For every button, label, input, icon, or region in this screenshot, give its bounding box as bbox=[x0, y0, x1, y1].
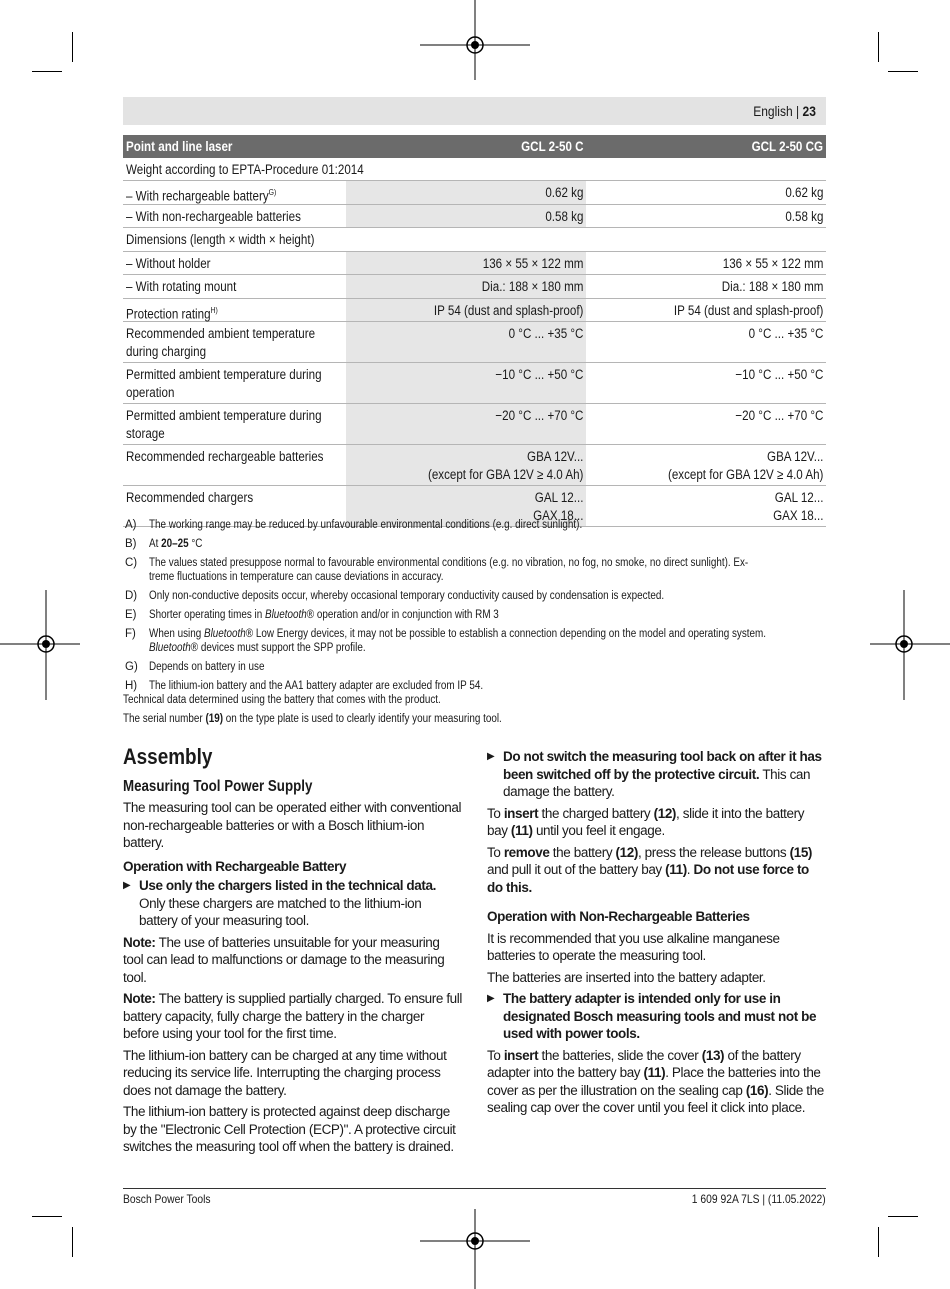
footnote-text: Only non-conductive deposits occur, whereby occasional temporary conductivity caused by condensation is expected. bbox=[149, 590, 665, 602]
table-cell-value-1 bbox=[346, 322, 586, 362]
cell-value-line2: GAX 18... bbox=[773, 508, 824, 523]
cell-value: −20 °C ... +70 °C bbox=[495, 408, 584, 423]
cell-value: GAL 12... bbox=[534, 490, 584, 505]
cell-value-line2: GAX 18... bbox=[533, 508, 584, 523]
technical-data-note bbox=[123, 693, 826, 707]
triangle-bullet-icon: ▶ bbox=[487, 993, 495, 1004]
footnote-text: The working range may be reduced by unfavourable environmental conditions (e.g. direct sunlight). bbox=[149, 519, 583, 531]
text: , slide it into the battery bay bbox=[487, 805, 805, 838]
paragraph-adapter: The batteries are inserted into the battery adapter. bbox=[487, 969, 766, 985]
text: To bbox=[487, 805, 504, 821]
row-label: Protection rating bbox=[126, 306, 211, 322]
footnote-text: The lithium-ion battery and the AA1 battery adapter are excluded from IP 54. bbox=[149, 680, 484, 692]
table-cell-label bbox=[126, 302, 218, 324]
registration-mark-left-icon bbox=[0, 590, 80, 700]
note-text: The use of batteries unsuitable for your measuring tool can lead to malfunctions or damage to the measuring tool. bbox=[123, 934, 445, 985]
registration-mark-bottom-icon bbox=[420, 1209, 530, 1289]
text: . bbox=[686, 862, 694, 877]
reference-number: (11) bbox=[510, 823, 533, 838]
table-row bbox=[123, 363, 826, 404]
row-label: Permitted ambient temperature during bbox=[126, 367, 322, 382]
table-cell-value-2 bbox=[586, 181, 826, 204]
row-label: Recommended ambient temperature bbox=[126, 326, 316, 341]
text: until you feel it engage. bbox=[532, 823, 665, 838]
table-cell-label bbox=[126, 407, 322, 443]
table-row bbox=[123, 404, 826, 445]
table-row bbox=[123, 445, 826, 486]
footnote-italic: Bluetooth bbox=[149, 642, 191, 654]
paragraph-protection: The lithium-ion battery is protected against deep discharge by the "Electronic Cell Protection (ECP)". A protective circuit switches the measuring tool off when the battery is drained. bbox=[123, 1104, 456, 1154]
row-label: Recommended rechargeable batteries bbox=[126, 449, 324, 464]
registration-mark-right-icon bbox=[870, 590, 950, 700]
table-header-col1: GCL 2-50 C bbox=[521, 139, 584, 154]
footnote-text: At bbox=[149, 538, 162, 550]
row-label-line2: operation bbox=[126, 385, 175, 400]
cell-value: 0 °C ... +35 °C bbox=[508, 326, 584, 341]
table-body bbox=[123, 158, 826, 527]
row-label-line2: during charging bbox=[126, 344, 207, 359]
table-cell-value-1 bbox=[346, 181, 586, 204]
table-cell-value-2 bbox=[586, 363, 826, 403]
header-language: English bbox=[753, 103, 793, 119]
footnotes bbox=[123, 518, 826, 731]
footnote-text: °C bbox=[188, 538, 203, 550]
cell-value: GBA 12V... bbox=[767, 449, 824, 464]
footnote-text: ® Low Energy devices, it may not be possible to establish a connection depending on the model and operating system. bbox=[245, 628, 767, 640]
footnote-g bbox=[123, 660, 826, 674]
table-cell-value-2 bbox=[586, 445, 826, 485]
footnote-italic: Bluetooth bbox=[264, 609, 307, 621]
table-cell-value-2 bbox=[586, 205, 826, 227]
table-header-col0: Point and line laser bbox=[126, 139, 233, 154]
table-cell-label bbox=[126, 255, 211, 273]
triangle-bullet-icon: ▶ bbox=[123, 880, 131, 891]
text: , press the release buttons bbox=[637, 844, 790, 860]
triangle-bullet-icon: ▶ bbox=[487, 751, 495, 762]
page-number: 23 bbox=[802, 103, 816, 119]
row-label: – With rotating mount bbox=[126, 279, 237, 294]
table-cell-label bbox=[126, 161, 364, 179]
footnote-bold: 20–25 bbox=[161, 538, 189, 550]
text: . Place the batteries into the cover as per the illustration on the sealing cap bbox=[487, 1065, 821, 1098]
table-row bbox=[123, 181, 826, 205]
bullet-bold: The battery adapter is intended only for use in designated Bosch measuring tools and must not be used with power tools. bbox=[503, 991, 817, 1041]
text: and pull it out of the battery bay bbox=[487, 862, 666, 877]
note-text: The serial number bbox=[123, 713, 206, 725]
note-text: The battery is supplied partially charged. To ensure full battery capacity, fully charge the battery in the charger before using your tool for the first time. bbox=[123, 991, 462, 1041]
bold-text: insert bbox=[503, 805, 539, 821]
cell-value: 0 °C ... +35 °C bbox=[748, 326, 824, 341]
section-title-assembly: Assembly bbox=[123, 744, 213, 769]
cell-value: 0.58 kg bbox=[545, 209, 584, 224]
reference-number: (16) bbox=[745, 1082, 769, 1098]
cell-value-line2: (except for GBA 12V ≥ 4.0 Ah) bbox=[667, 467, 824, 482]
reference-number: (13) bbox=[701, 1047, 725, 1063]
cell-value-line2: (except for GBA 12V ≥ 4.0 Ah) bbox=[427, 467, 584, 482]
table-cell-label bbox=[126, 208, 301, 226]
bullet-chargers bbox=[123, 877, 463, 930]
cell-value: IP 54 (dust and splash-proof) bbox=[673, 303, 824, 318]
footnote-b bbox=[123, 537, 826, 551]
footnote-text: The values stated presuppose normal to favourable environmental conditions (e.g. no vibration, no fog, no smoke, no direct sunlight). Ex- bbox=[149, 557, 749, 569]
table-cell-value-2 bbox=[586, 322, 826, 362]
paragraph-alkaline: It is recommended that you use alkaline manganese batteries to operate the measuring tool. bbox=[487, 930, 780, 963]
registration-mark-top-icon bbox=[420, 0, 530, 80]
paragraph-remove-battery bbox=[487, 844, 827, 897]
footnote-label: C) bbox=[125, 557, 138, 569]
bullet-text: Only these chargers are matched to the lithium-ion battery of your measuring tool. bbox=[139, 895, 422, 928]
left-column bbox=[123, 744, 463, 1160]
text: the battery bbox=[549, 844, 616, 860]
row-label: – Without holder bbox=[126, 256, 211, 271]
table-cell-value-1 bbox=[346, 299, 586, 321]
cell-value: Dia.: 188 × 180 mm bbox=[481, 279, 584, 294]
cell-value: 136 × 55 × 122 mm bbox=[722, 256, 824, 271]
table-cell-value-1 bbox=[346, 404, 586, 444]
table-cell-label bbox=[126, 231, 314, 249]
footnote-label: G) bbox=[125, 661, 138, 673]
table-cell-value-1 bbox=[346, 363, 586, 403]
table-row bbox=[123, 205, 826, 228]
note-label: Note: bbox=[123, 934, 156, 950]
footnote-a bbox=[123, 518, 826, 532]
table-cell-label bbox=[126, 448, 323, 466]
bullet-text: This can damage the battery. bbox=[503, 766, 811, 799]
footnote-ref: H) bbox=[210, 306, 218, 315]
table-row bbox=[123, 228, 826, 252]
cell-value: GAL 12... bbox=[774, 490, 824, 505]
footnote-italic: Bluetooth bbox=[203, 628, 246, 640]
reference-number: (12) bbox=[653, 805, 677, 821]
bullet-bold: Do not switch the measuring tool back on after it has been switched off by the protective circuit. bbox=[503, 749, 822, 782]
table-cell-value-2 bbox=[586, 252, 826, 274]
row-label: – With non-rechargeable batteries bbox=[126, 209, 301, 224]
row-label: Dimensions (length × width × height) bbox=[126, 232, 315, 247]
note-partial-charge bbox=[123, 990, 463, 1043]
footer-brand: Bosch Power Tools bbox=[123, 1192, 211, 1206]
table-cell-value-1 bbox=[346, 252, 586, 274]
footnote-text: treme fluctuations in temperature can cause deviations in accuracy. bbox=[149, 571, 444, 583]
footnote-text: Shorter operating times in bbox=[149, 609, 265, 621]
footnote-label: A) bbox=[125, 519, 137, 531]
cell-value: IP 54 (dust and splash-proof) bbox=[433, 303, 584, 318]
paragraph-insert-battery bbox=[487, 805, 827, 840]
serial-number-note bbox=[123, 712, 826, 726]
paragraph-intro: The measuring tool can be operated either with conventional non-rechargeable batteries or with a Bosch lithium-ion battery. bbox=[123, 800, 462, 850]
row-label: – With rechargeable battery bbox=[126, 188, 269, 204]
footnote-c bbox=[123, 556, 826, 584]
table-cell-value-1 bbox=[346, 205, 586, 227]
row-label-line2: storage bbox=[126, 426, 165, 441]
footer-doc-number: 1 609 92A 7LS | (11.05.2022) bbox=[692, 1192, 826, 1206]
table-cell-value-1 bbox=[346, 445, 586, 485]
table-cell-value-2 bbox=[586, 275, 826, 298]
footnote-d bbox=[123, 589, 826, 603]
text: of the battery adapter into the battery bay bbox=[487, 1047, 801, 1080]
footnote-text: When using bbox=[149, 628, 204, 640]
footnote-label: H) bbox=[125, 680, 138, 692]
table-cell-label bbox=[126, 366, 322, 402]
row-label: Weight according to EPTA-Procedure 01:2014 bbox=[126, 162, 364, 177]
footnote-ref: G) bbox=[268, 188, 277, 197]
bullet-bold: Use only the chargers listed in the technical data. bbox=[139, 878, 436, 893]
footnote-text: ® operation and/or in conjunction with RM 3 bbox=[306, 609, 499, 621]
table-cell-value-1 bbox=[346, 275, 586, 298]
cell-value: −20 °C ... +70 °C bbox=[735, 408, 824, 423]
bullet-protective-circuit bbox=[487, 748, 827, 801]
table-row bbox=[123, 158, 826, 181]
row-label: Permitted ambient temperature during bbox=[126, 408, 322, 423]
table-row bbox=[123, 275, 826, 299]
bullet-adapter-use bbox=[487, 990, 827, 1043]
table-header-row bbox=[123, 135, 826, 158]
table-cell-label bbox=[126, 278, 236, 296]
note-text: on the type plate is used to clearly identify your measuring tool. bbox=[223, 713, 502, 725]
note-unsuitable bbox=[123, 934, 463, 987]
table-row bbox=[123, 252, 826, 275]
cell-value: 0.62 kg bbox=[545, 185, 584, 200]
reference-number: (11) bbox=[643, 1065, 666, 1080]
cell-value: GBA 12V... bbox=[527, 449, 584, 464]
footnote-label: F) bbox=[125, 628, 136, 640]
text: To bbox=[487, 844, 504, 860]
subsection-title-power-supply: Measuring Tool Power Supply bbox=[123, 777, 313, 795]
page-header: English | 23 bbox=[123, 97, 826, 125]
heading-non-rechargeable: Operation with Non-Rechargeable Batteries bbox=[487, 909, 750, 924]
footnote-label: D) bbox=[125, 590, 138, 602]
table-cell-value-2 bbox=[586, 404, 826, 444]
cell-value: Dia.: 188 × 180 mm bbox=[721, 279, 824, 294]
table-header-col2: GCL 2-50 CG bbox=[751, 139, 823, 154]
note-label: Note: bbox=[123, 991, 156, 1006]
footnote-label: E) bbox=[125, 609, 137, 621]
cell-value: −10 °C ... +50 °C bbox=[735, 367, 824, 382]
reference-number: (11) bbox=[665, 862, 687, 877]
cell-value: −10 °C ... +50 °C bbox=[495, 367, 584, 382]
note-text: Technical data determined using the battery that comes with the product. bbox=[123, 694, 441, 706]
table-cell-value-2 bbox=[586, 299, 826, 321]
cell-value: 0.62 kg bbox=[785, 185, 824, 200]
footer-rule bbox=[123, 1188, 826, 1189]
bold-text: Do not use force to do this. bbox=[487, 862, 809, 895]
cell-value: 136 × 55 × 122 mm bbox=[482, 256, 584, 271]
reference-number: (12) bbox=[615, 844, 638, 860]
table-row bbox=[123, 322, 826, 363]
footnote-label: B) bbox=[125, 538, 137, 550]
table-cell-label bbox=[126, 184, 276, 206]
right-column bbox=[487, 748, 827, 1121]
table-row bbox=[123, 299, 826, 322]
footnote-f bbox=[123, 627, 826, 655]
bold-text: remove bbox=[503, 844, 550, 860]
table-cell-label bbox=[126, 325, 315, 361]
spec-table bbox=[123, 135, 826, 527]
footnote-text: Depends on battery in use bbox=[149, 661, 265, 673]
note-bold: (19) bbox=[205, 713, 224, 725]
bold-text: insert bbox=[503, 1047, 539, 1063]
paragraph-charge: The lithium-ion battery can be charged at any time without reducing its service life. Interrupting the charging process does not damage the battery. bbox=[123, 1047, 447, 1098]
text: To bbox=[487, 1047, 504, 1063]
text: the charged battery bbox=[538, 805, 654, 821]
footnote-h bbox=[123, 679, 826, 693]
reference-number: (15) bbox=[789, 844, 813, 860]
footnote-e bbox=[123, 608, 826, 622]
footnote-text: ® devices must support the SPP profile. bbox=[190, 642, 366, 654]
heading-rechargeable: Operation with Rechargeable Battery bbox=[123, 858, 347, 874]
paragraph-insert-batteries bbox=[487, 1047, 827, 1117]
text: the batteries, slide the cover bbox=[538, 1047, 702, 1063]
row-label: Recommended chargers bbox=[126, 490, 254, 505]
cell-value: 0.58 kg bbox=[785, 209, 824, 224]
table-cell-label bbox=[126, 489, 253, 507]
text: . Slide the sealing cap over the cover until you feel it click into place. bbox=[487, 1082, 824, 1115]
